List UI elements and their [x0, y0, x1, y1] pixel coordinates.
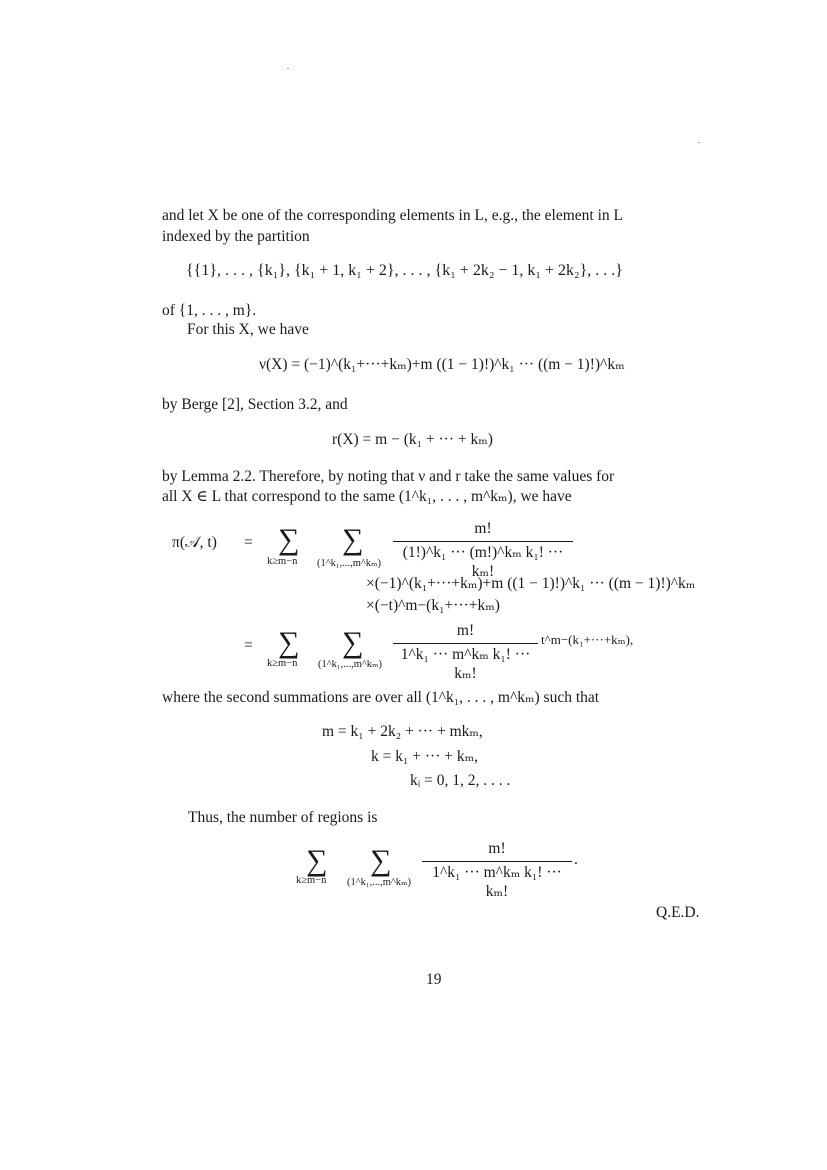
fraction-denominator: (1!)^k₁ ··· (m!)^kₘ k₁! ··· kₘ! [402, 544, 564, 580]
fraction-numerator: m! [474, 520, 492, 537]
summation-sign: ∑ [342, 626, 364, 659]
sum-subscript: (1^k₁,...,m^kₘ) [347, 877, 411, 888]
paragraph-line: by Berge [2], Section 3.2, and [162, 396, 348, 413]
paragraph-line: indexed by the partition [162, 228, 310, 245]
summation-sign: ∑ [278, 523, 300, 556]
scan-speck [287, 68, 289, 69]
condition-line: m = k₁ + 2k₂ + ··· + mkₘ, [322, 723, 483, 740]
paragraph-line: all X ∈ L that correspond to the same (1^k₁, . . . , m^kₘ), we have [162, 488, 572, 505]
fraction-numerator: m! [456, 622, 475, 639]
paragraph-line: where the second summations are over all (1^k₁, . . . , m^kₘ) such that [162, 689, 600, 706]
sum-subscript: k≥m−n [267, 556, 298, 567]
paragraph-line: and let X be one of the corresponding elements in L, e.g., the element in L [162, 207, 623, 224]
summation-sign: ∑ [306, 844, 328, 877]
paragraph-line: by Lemma 2.2. Therefore, by noting that ν and r take the same values for [162, 468, 615, 485]
page-number: 19 [426, 971, 442, 988]
equation-r: r(X) = m − (k₁ + ··· + kₘ) [332, 431, 493, 448]
sentence-period: . [574, 851, 578, 868]
sum-subscript: (1^k₁,...,m^kₘ) [317, 558, 381, 569]
condition-line: k = k₁ + ··· + kₘ, [371, 748, 478, 765]
paragraph-line: For this X, we have [187, 321, 309, 338]
scan-speck [698, 142, 700, 143]
times-line: ×(−1)^(k₁+···+kₘ)+m ((1 − 1)!)^k₁ ··· ((m − 1)!)^kₘ [366, 575, 696, 592]
sum-subscript: k≥m−n [296, 875, 327, 886]
fraction-bar [393, 643, 538, 644]
t-power: t^m−(k₁+···+kₘ), [541, 632, 634, 647]
fraction-bar [422, 861, 572, 862]
equals-sign: = [244, 637, 253, 654]
fraction-numerator: m! [488, 840, 506, 857]
summation-sign: ∑ [370, 844, 392, 877]
fraction-denominator: 1^k₁ ··· m^kₘ k₁! ··· kₘ! [432, 864, 562, 900]
fraction-denominator: 1^k₁ ··· m^kₘ k₁! ··· kₘ! [400, 646, 531, 682]
paragraph-line: of {1, . . . , m}. [162, 302, 257, 319]
partition-display: {{1}, . . . , {k₁}, {k₁ + 1, k₁ + 2}, . . . , {k₁ + 2k₂ − 1, k₁ + 2k₂}, . . .} [186, 262, 623, 279]
sum-subscript: k≥m−n [267, 658, 298, 669]
fraction-bar [393, 541, 573, 542]
times-line: ×(−t)^m−(k₁+···+kₘ) [366, 597, 500, 614]
summation-sign: ∑ [342, 523, 364, 556]
paragraph-line: Thus, the number of regions is [188, 809, 378, 826]
qed-mark: Q.E.D. [656, 904, 700, 921]
sum-subscript: (1^k₁,...,m^kₘ) [318, 659, 382, 670]
equals-sign: = [244, 534, 253, 551]
condition-line: kᵢ = 0, 1, 2, . . . . [410, 772, 511, 789]
summation-sign: ∑ [278, 626, 300, 659]
equation-nu: ν(X) = (−1)^(k₁+···+kₘ)+m ((1 − 1)!)^k₁ ··· ((m − 1)!)^kₘ [259, 356, 625, 373]
pi-lhs: π(𝒜, t) [172, 534, 217, 551]
